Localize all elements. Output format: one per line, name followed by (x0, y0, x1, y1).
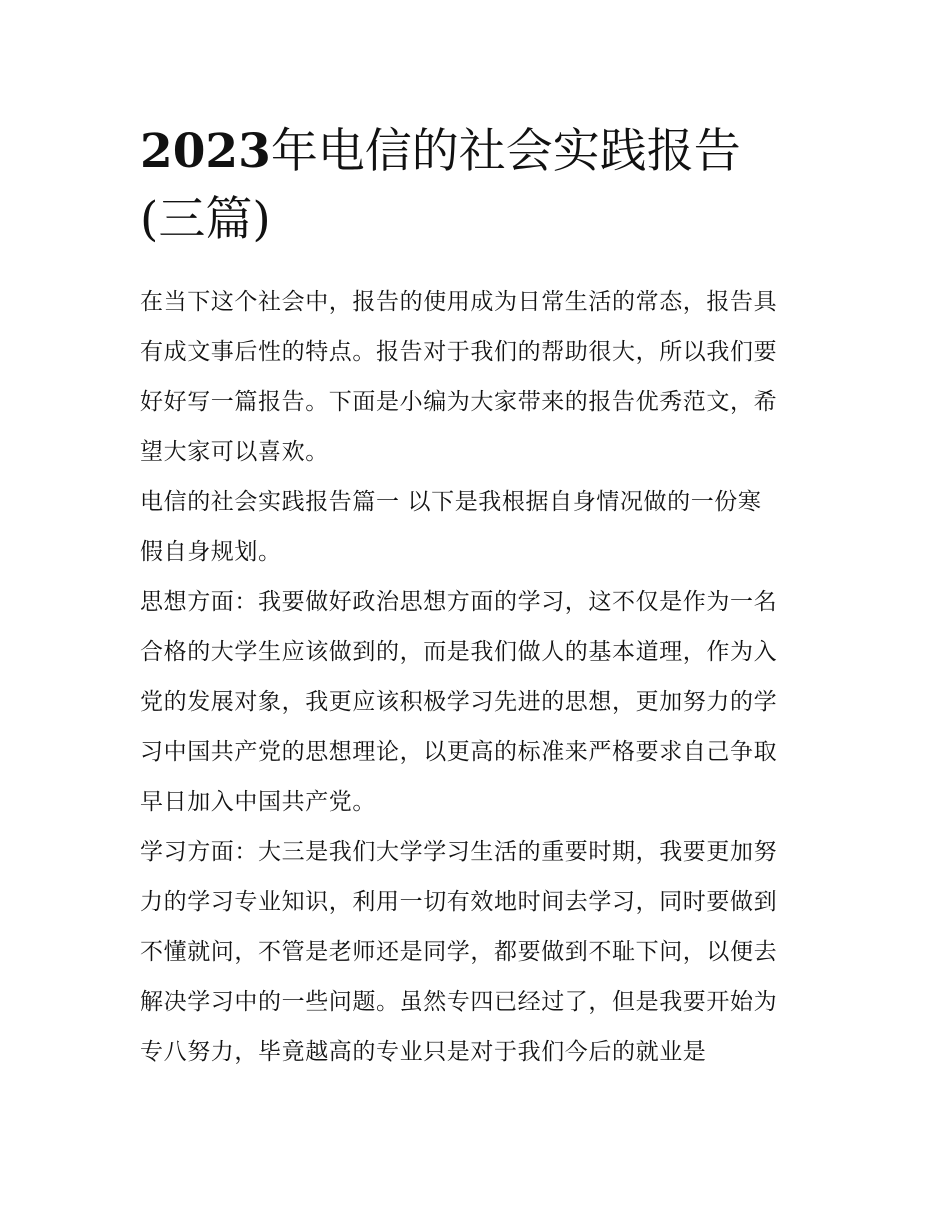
text-line: 学习方面：大三是我们大学学习生活的重要时期，我要更加努 (140, 839, 778, 865)
text-line: 望大家可以喜欢。 (140, 439, 329, 465)
paragraph-section-heading (140, 477, 820, 577)
title-text: 年电信的社会实践报告 (270, 124, 741, 179)
text-line: 好好写一篇报告。下面是小编为大家带来的报告优秀范文，希 (140, 389, 778, 415)
text-line: 解决学习中的一些问题。虽然专四已经过了，但是我要开始为 (140, 989, 778, 1015)
text-line: 早日加入中国共产党。 (140, 789, 376, 815)
text-line: 专八努力，毕竟越高的专业只是对于我们今后的就业是 (140, 1039, 707, 1065)
title-line-1 (140, 118, 820, 186)
title-line-2: (三篇) (140, 192, 271, 247)
text-line: 在当下这个社会中，报告的使用成为日常生活的常态，报告具 (140, 289, 778, 315)
text-line: 电信的社会实践报告篇一 以下是我根据自身情况做的一份寒 (140, 489, 762, 515)
paragraph-thought (140, 577, 820, 827)
text-line: 思想方面：我要做好政治思想方面的学习，这不仅是作为一名 (140, 589, 778, 615)
title-year: 2023 (140, 124, 271, 179)
text-line: 力的学习专业知识，利用一切有效地时间去学习，同时要做到 (140, 889, 778, 915)
document-body (140, 277, 820, 1077)
document-title (140, 118, 820, 254)
text-line: 党的发展对象，我更应该积极学习先进的思想，更加努力的学 (140, 689, 778, 715)
paragraph-intro (140, 277, 820, 477)
text-line: 合格的大学生应该做到的，而是我们做人的基本道理，作为入 (140, 639, 778, 665)
text-line: 有成文事后性的特点。报告对于我们的帮助很大，所以我们要 (140, 339, 778, 365)
text-line: 习中国共产党的思想理论，以更高的标准来严格要求自己争取 (140, 739, 778, 765)
paragraph-study (140, 827, 820, 1077)
text-line: 假自身规划。 (140, 539, 282, 565)
text-line: 不懂就问，不管是老师还是同学，都要做到不耻下问，以便去 (140, 939, 778, 965)
